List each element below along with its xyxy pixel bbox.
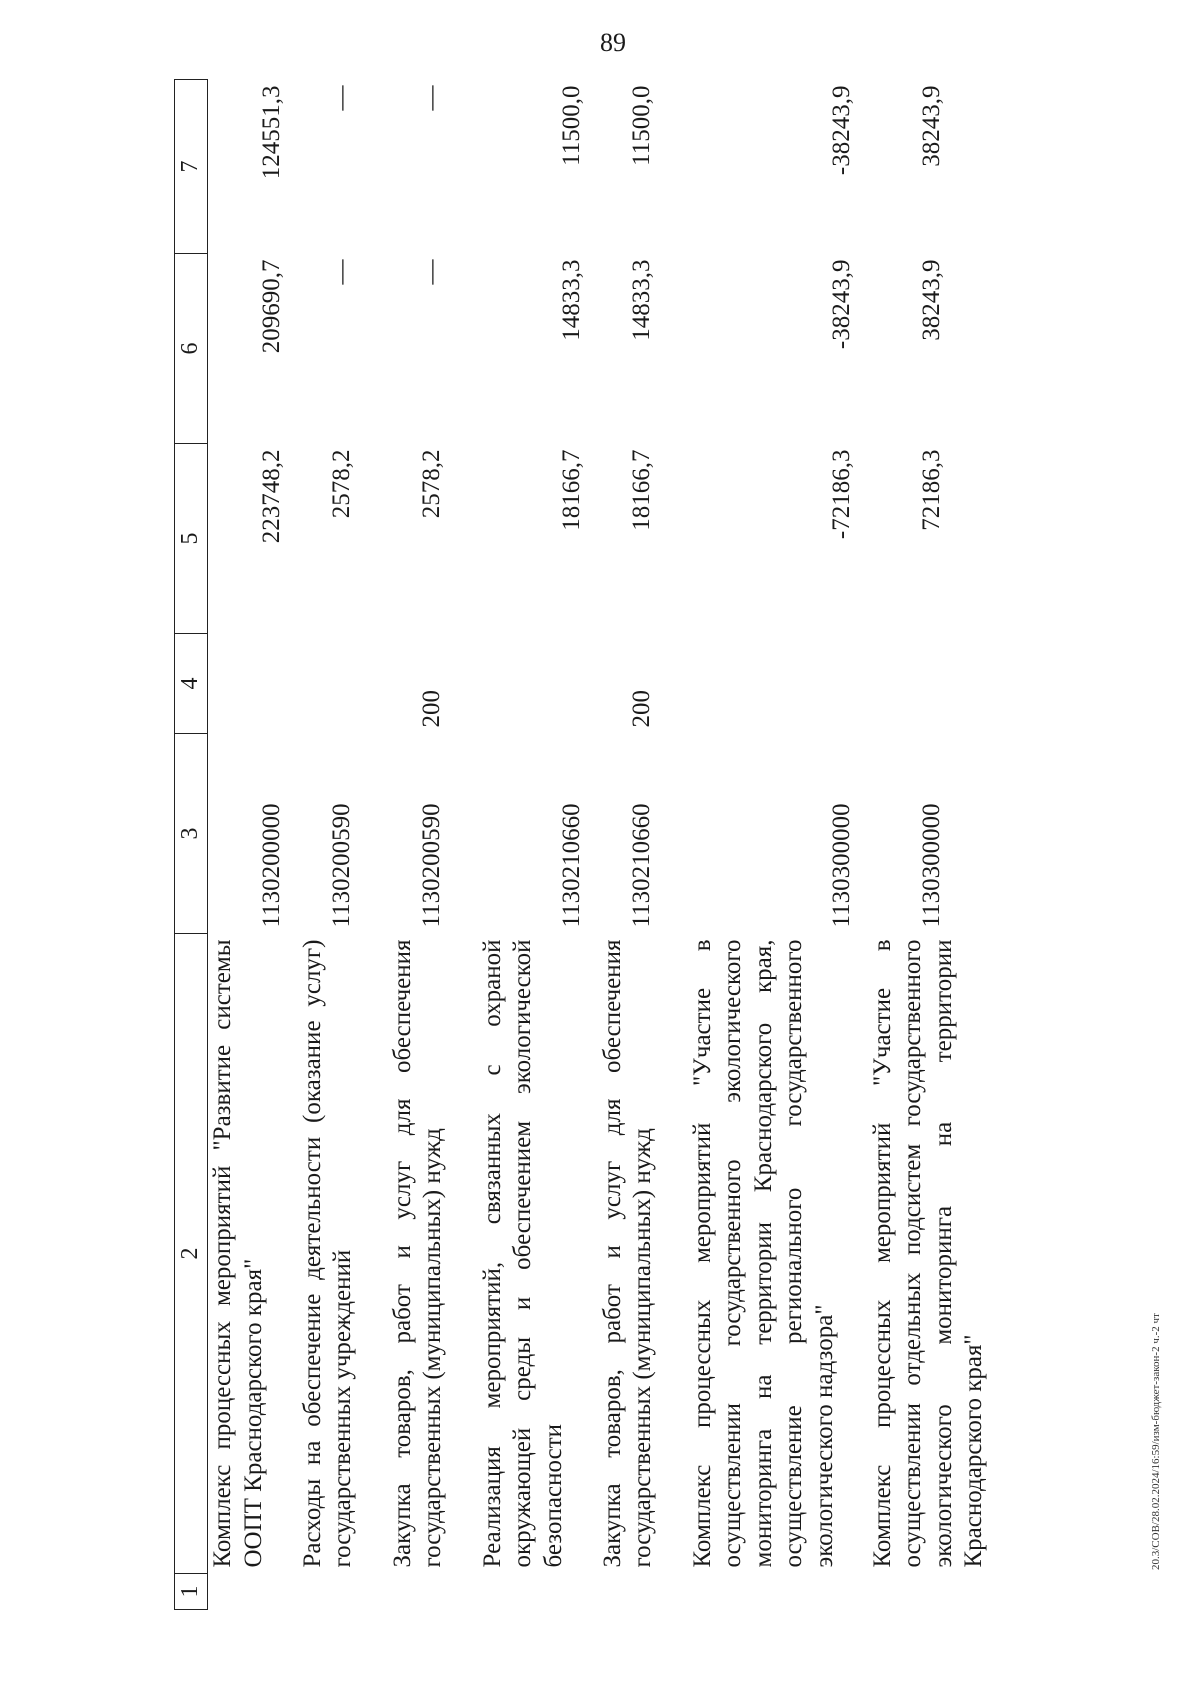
- row-value-7: -38243,9: [828, 85, 855, 176]
- page-number: 89: [600, 28, 626, 57]
- row-value-6: —: [328, 259, 356, 285]
- row-group: [298, 634, 388, 734]
- row-value-5: -72186,3: [828, 449, 855, 540]
- header-col-7: 7: [175, 80, 208, 254]
- row-value-5: 18166,7: [628, 449, 656, 531]
- row-group: [478, 634, 598, 734]
- header-col-4: 4: [175, 634, 208, 734]
- row-value-7: 11500,0: [628, 85, 656, 166]
- row-name: Закупка товаров, работ и услуг для обеспечения государственных (муниципальных) нужд: [388, 939, 446, 1568]
- row-value-5: 2578,2: [328, 449, 356, 519]
- row-name: Реализация мероприятий, связанных с охраной окружающей среды и обеспечением экологической безопасности: [478, 939, 567, 1568]
- table-row: [298, 80, 388, 1610]
- row-code: 1130300000: [828, 803, 855, 928]
- row-code: 1130200590: [418, 803, 446, 928]
- row-value-6: 38243,9: [918, 259, 946, 341]
- row-name: Комплекс процессных мероприятий "Участие в осуществлении отдельных подсистем государственного экологического мониторинга на территории Краснодарского края": [868, 939, 987, 1568]
- row-value-6: -38243,9: [828, 259, 855, 350]
- row-group: 200: [418, 690, 446, 728]
- header-col-3: 3: [175, 734, 208, 934]
- row-value-7: 38243,9: [918, 85, 946, 167]
- row-value-6: 14833,3: [628, 259, 656, 341]
- row-col-1: [598, 1574, 688, 1610]
- table-row: [868, 80, 998, 1610]
- budget-table-rotated: [174, 80, 1034, 1610]
- row-group: [868, 634, 998, 734]
- row-value-7: 124551,3: [258, 85, 285, 180]
- row-code: 1130200000: [258, 803, 285, 928]
- row-group: 200: [628, 690, 656, 728]
- row-group: [208, 634, 298, 734]
- table-header-row: [175, 80, 208, 1610]
- footer-stamp: 20.3/СОВ/28.02.2024/16:59/изм-бюджет-закон-2 ч.-2 чт: [1150, 1313, 1162, 1570]
- header-col-5: 5: [175, 444, 208, 634]
- row-value-7: —: [328, 85, 356, 111]
- table-row: [688, 80, 868, 1610]
- row-value-5: 223748,2: [258, 449, 285, 544]
- table-row: [598, 80, 688, 1610]
- row-col-1: [688, 1574, 868, 1610]
- row-name: Комплекс процессных мероприятий "Развитие системы ООПТ Краснодарского края": [209, 939, 267, 1568]
- row-name: Закупка товаров, работ и услуг для обеспечения государственных (муниципальных) нужд: [598, 939, 656, 1568]
- table-row: [478, 80, 598, 1610]
- header-col-2: 2: [175, 934, 208, 1574]
- row-code: 1130200590: [328, 803, 356, 928]
- row-col-1: [298, 1574, 388, 1610]
- row-col-1: [478, 1574, 598, 1610]
- table-row: [208, 80, 298, 1610]
- row-value-5: 72186,3: [918, 449, 946, 531]
- row-name: Расходы на обеспечение деятельности (оказание услуг) государственных учреждений: [298, 939, 356, 1568]
- row-value-5: 18166,7: [558, 449, 585, 531]
- header-col-6: 6: [175, 254, 208, 444]
- row-value-6: 209690,7: [258, 259, 285, 354]
- row-code: 1130210660: [628, 803, 656, 928]
- row-code: 1130300000: [918, 803, 946, 928]
- row-name: Комплекс процессных мероприятий "Участие в осуществлении государственного экологического мониторинга на территории Краснодарского края, осуществление регионального государственного экологического надзора": [688, 939, 838, 1568]
- row-value-7: 11500,0: [558, 85, 585, 166]
- table-row: [388, 80, 478, 1610]
- row-col-1: [208, 1574, 298, 1610]
- row-code: 1130210660: [558, 803, 585, 928]
- row-col-1: [388, 1574, 478, 1610]
- row-col-1: [868, 1574, 998, 1610]
- row-group: [688, 634, 868, 734]
- budget-table: [174, 79, 998, 1610]
- row-value-6: 14833,3: [558, 259, 585, 341]
- row-value-5: 2578,2: [418, 449, 446, 519]
- row-value-7: —: [418, 85, 446, 111]
- header-col-1: 1: [175, 1574, 208, 1610]
- row-value-6: —: [418, 259, 446, 285]
